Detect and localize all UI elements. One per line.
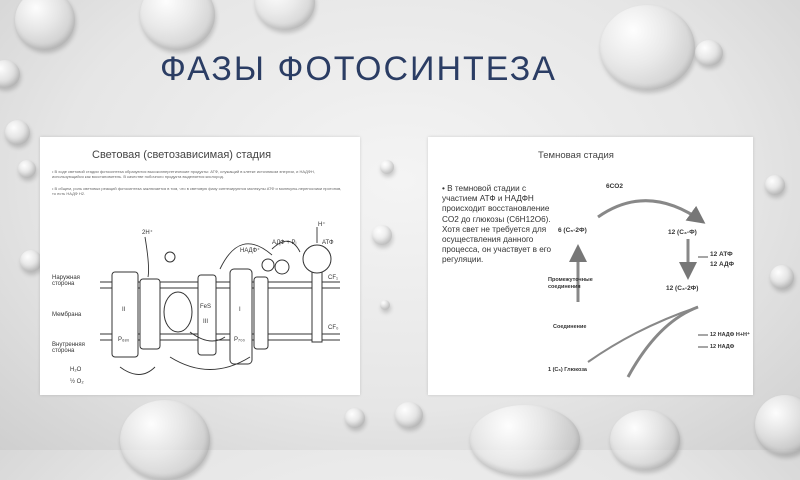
membrane-label: Мембрана [52,312,82,318]
plus-2h-label: 2H⁺ [142,230,153,236]
water-drop [600,5,695,90]
water-drop [755,395,800,455]
outer-side-label: Наружная сторона [52,275,80,287]
light-stage-heading: Световая (светозависимая) стадия [92,149,272,161]
calvin-cycle-diagram [548,177,753,387]
water-drop [380,300,390,310]
c3-top-label: 12 (C₃-Ф) [668,229,697,236]
light-stage-bullet-1: • В ходе световой стадии фотосинтеза образуются высокоэнергетические продукты: АТФ, служащий в клетке источником энергии, и НАДФН, использующийся как восстановитель. В качестве побочного продукта выделяется кислород. [52,169,315,179]
water-drop [470,405,580,475]
water-drop [395,402,423,428]
water-drop [0,60,20,88]
water-drop [20,250,42,272]
p680-label: P₆₈₀ [118,337,130,343]
cf1-label: CF₁ [328,275,339,281]
water-drop [770,265,794,289]
nadf-h-label: 12 НАДФ H+H⁺ [710,332,750,338]
atf-label: АТФ [322,240,334,246]
adf-label: АДФ + Pᵢ [272,240,297,246]
water-drop [372,225,392,245]
light-stage-bullet-2: • В общем, роль световых реакций фотосинтеза заключается в том, что в световую фазу синтезируются молекулы АТФ и молекулы-переносчики протонов, то есть НАДФ Н2. [52,186,342,196]
nadf-label: НАДФ⁺ [240,248,261,254]
reduction-label: Соединение [553,324,587,330]
dark-stage-panel [428,137,753,395]
o2-label: ½ O₂ [70,379,84,385]
water-drop [380,160,394,174]
water-drop [610,410,680,470]
cf0-label: CF₀ [328,325,339,331]
inner-side-label: Внутренняя сторона [52,342,85,354]
fes-label: FeS [200,304,212,310]
roman-iii-label: III [203,319,209,325]
adf-12-label: 12 АДФ [710,261,735,268]
water-drop [140,0,215,50]
roman-ii-label: II [122,307,126,313]
nadf-12-label: 12 НАДФ [710,344,735,350]
c3-bottom-label: 12 (C₃-2Ф) [666,285,699,292]
water-drop [255,0,315,30]
page-title: ФАЗЫ ФОТОСИНТЕЗА [160,50,557,88]
co2-label: 6CO2 [606,183,623,190]
roman-i-label: I [239,307,241,313]
water-drop [15,0,75,50]
light-stage-panel [40,137,360,395]
atf-12-label: 12 АТФ [710,251,733,258]
water-drop [18,160,36,178]
membrane-diagram-svg [50,207,350,392]
intermediate-label: Промежуточные соединения [548,277,593,290]
c5-label: 6 (C₅-2Ф) [558,227,587,234]
water-drop [345,408,365,428]
water-drop [5,120,30,145]
glucose-label: 1 (C₆) Глюкоза [548,367,587,373]
h-plus-label: H⁺ [318,222,326,228]
water-drop [765,175,785,195]
h2o-label: H₂O [70,367,82,373]
light-reaction-diagram [50,207,350,392]
p700-label: P₇₀₀ [234,337,246,343]
dark-stage-heading: Темновая стадия [538,150,614,161]
water-drop [695,40,723,66]
dark-stage-text: • В темновой стадии с участием АТФ и НАДФН происходит восстановление CO2 до глюкозы (C6H12O6). Хотя свет не требуется для осуществления данного процесса, он участвует в его регуляции. [442,184,552,265]
water-drop [120,400,210,480]
